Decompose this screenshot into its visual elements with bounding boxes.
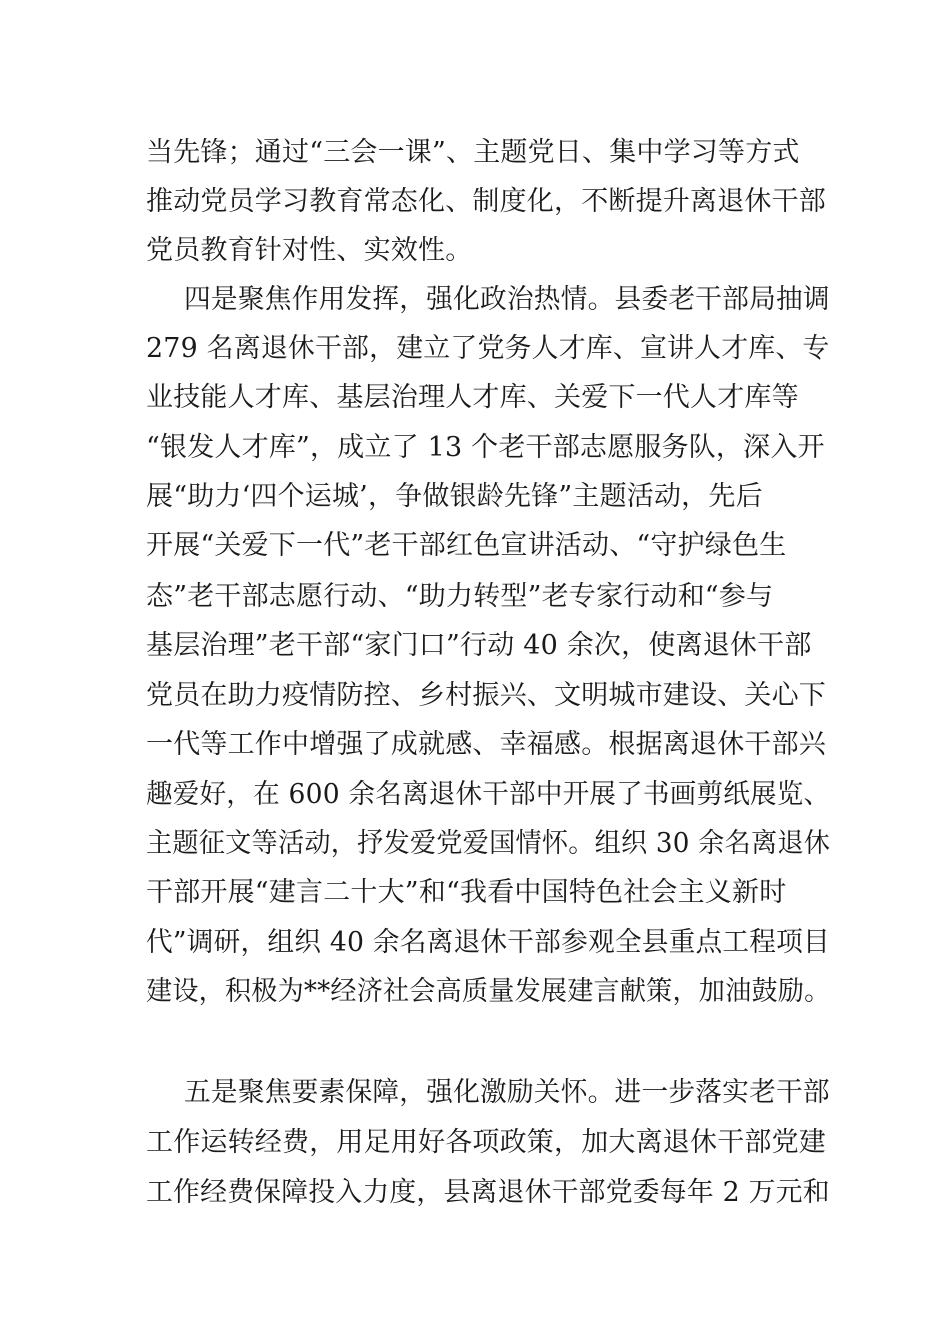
paragraph-1-line-2: 推动党员学习教育常态化、制度化，不断提升离退休干部 [146, 186, 826, 217]
paragraph-2-line-4: “银发人才库”，成立了 13 个老干部志愿服务队，深入开 [146, 432, 825, 463]
paragraph-1-line-1: 当先锋；通过“三会一课”、主题党日、集中学习等方式 [146, 137, 800, 168]
paragraph-1-line-3: 党员教育针对性、实效性。 [146, 235, 473, 266]
paragraph-2-line-7: 态”老干部志愿行动、“助力转型”老专家行动和“参与 [146, 581, 774, 612]
paragraph-3-line-1: 五是聚焦要素保障，强化激励关怀。进一步落实老干部 [184, 1077, 830, 1108]
paragraph-2-line-2: 279 名离退休干部，建立了党务人才库、宣讲人才库、专 [146, 333, 830, 364]
paragraph-2-line-9: 党员在助力疫情防控、乡村振兴、文明城市建设、关心下 [146, 680, 826, 711]
paragraph-3-line-3: 工作经费保障投入力度，县离退休干部党委每年 2 万元和 [146, 1177, 830, 1208]
paragraph-2-line-13: 干部开展“建言二十大”和“我看中国特色社会主义新时 [146, 877, 787, 908]
paragraph-2-line-3: 业技能人才库、基层治理人才库、关爱下一代人才库等 [146, 382, 799, 413]
paragraph-2-line-1: 四是聚焦作用发挥，强化政治热情。县委老干部局抽调 [184, 284, 830, 315]
paragraph-3-line-2: 工作运转经费，用足用好各项政策，加大离退休干部党建 [146, 1127, 826, 1158]
paragraph-2-line-10: 一代等工作中增强了成就感、幸福感。根据离退休干部兴 [146, 729, 826, 760]
paragraph-2-line-11: 趣爱好，在 600 余名离退休干部中开展了书画剪纸展览、 [146, 779, 831, 810]
paragraph-2-line-12: 主题征文等活动，抒发爱党爱国情怀。组织 30 余名离退休 [146, 828, 831, 859]
paragraph-2-line-6: 开展“关爱下一代”老干部红色宣讲活动、“守护绿色生 [146, 530, 787, 561]
paragraph-2-line-14: 代”调研，组织 40 余名离退休干部参观全县重点工程项目 [146, 927, 830, 958]
paragraph-2-line-5: 展“助力‘四个运城’，争做银龄先锋”主题活动，先后 [146, 481, 763, 512]
paragraph-2-line-15: 建设，积极为**经济社会高质量发展建言献策，加油鼓励。 [146, 976, 831, 1007]
paragraph-2-line-8: 基层治理”老干部“家门口”行动 40 余次，使离退休干部 [146, 630, 812, 661]
